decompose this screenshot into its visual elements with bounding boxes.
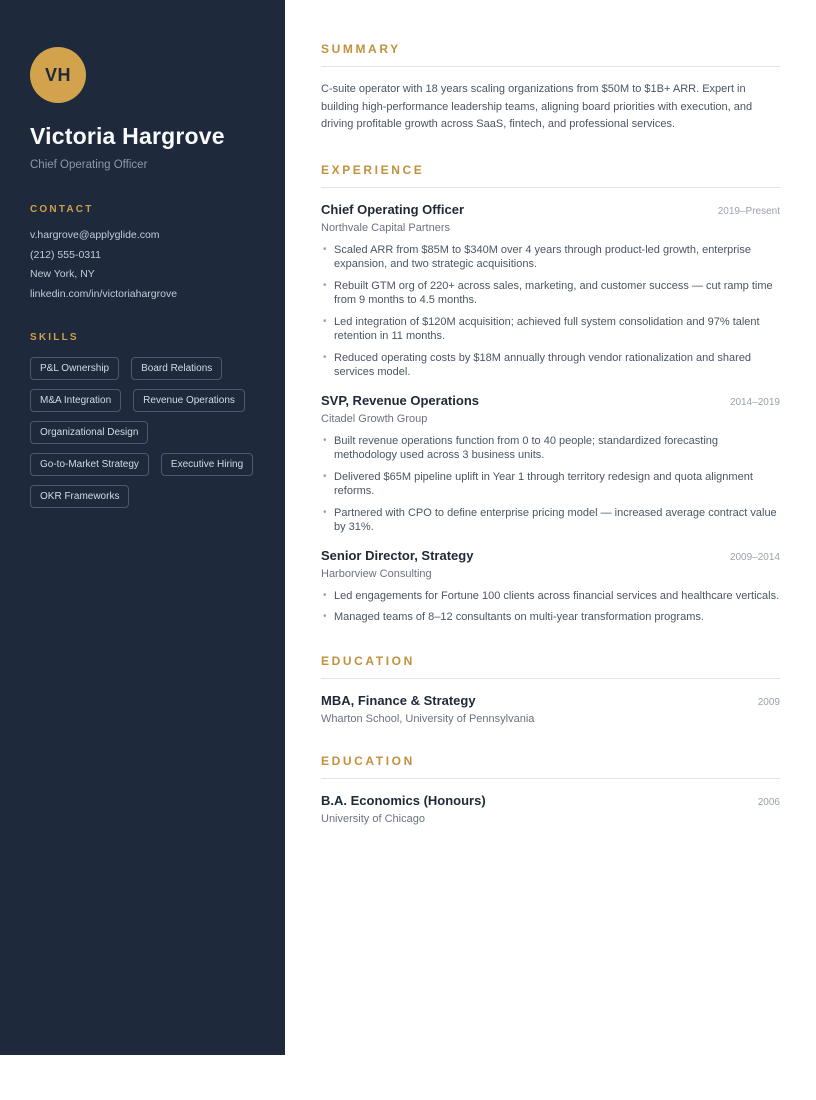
avatar-initials: VH [44, 64, 71, 85]
job-bullet [321, 279, 780, 308]
job-bullet [321, 434, 780, 463]
bullet-dot-icon: • [323, 611, 327, 622]
job-dates: 2014–2019 [729, 396, 780, 408]
bullet-dot-icon: • [323, 243, 327, 255]
education-heading: EDUCATION [321, 754, 780, 779]
job-entry [321, 202, 780, 380]
job-company: Citadel Growth Group [321, 412, 428, 425]
job-title: SVP, Revenue Operations [321, 392, 479, 408]
job-header [321, 202, 780, 217]
avatar [30, 47, 86, 103]
job-company: Harborview Consulting [321, 567, 432, 580]
skill-pill: M&A Integration [30, 389, 121, 412]
skill-pill: Organizational Design [30, 421, 148, 444]
main-content [285, 0, 816, 825]
job-bullet [321, 589, 780, 604]
contact-linkedin[interactable]: linkedin.com/in/victoriahargrove [30, 287, 178, 300]
bullet-text: Led engagements for Fortune 100 clients across financial services and healthcare verticals. [334, 589, 780, 602]
job-title: Chief Operating Officer [321, 201, 465, 217]
experience-section [321, 163, 780, 625]
bullet-dot-icon: • [323, 589, 327, 601]
education-year: 2006 [757, 796, 780, 808]
bullet-text: Managed teams of 8–12 consultants on multi-year transformation programs. [334, 611, 704, 623]
person-title: Chief Operating Officer [30, 159, 148, 171]
job-header [321, 393, 780, 408]
education-section-2 [321, 754, 780, 825]
education-section-1 [321, 654, 780, 725]
contact-email[interactable]: v.hargrove@applyglide.com [30, 229, 160, 241]
summary-section [321, 42, 780, 134]
job-company: Northvale Capital Partners [321, 221, 451, 234]
skills-list [30, 357, 260, 508]
skill-pill: P&L Ownership [30, 357, 119, 380]
education-school: University of Chicago [321, 812, 425, 825]
education-header [321, 693, 780, 708]
education-degree: MBA, Finance & Strategy [321, 692, 476, 708]
education-entry [321, 793, 780, 825]
skill-pill: OKR Frameworks [30, 485, 129, 508]
job-dates: 2019–Present [717, 205, 780, 217]
job-bullets [321, 243, 780, 380]
job-bullet [321, 506, 780, 535]
education-school: Wharton School, University of Pennsylvania [321, 712, 535, 725]
bullet-text: Partnered with CPO to define enterprise pricing model — increased average contract value by 31%. [334, 506, 777, 533]
bullet-text: Scaled ARR from $85M to $340M over 4 years through product-led growth, enterprise expansion, and two strategic acquisitions. [334, 243, 751, 270]
job-dates: 2009–2014 [729, 551, 780, 563]
skill-pill: Executive Hiring [161, 453, 253, 476]
bullet-dot-icon: • [323, 279, 327, 291]
bullet-text: Built revenue operations function from 0 to 40 people; standardized forecasting methodology used across 3 business units. [334, 434, 719, 461]
job-bullets [321, 434, 780, 535]
job-header [321, 548, 780, 563]
skill-pill: Revenue Operations [133, 389, 245, 412]
job-bullet [321, 610, 780, 625]
job-entry [321, 393, 780, 535]
education-heading: EDUCATION [321, 654, 780, 679]
bullet-dot-icon: • [323, 506, 327, 518]
bullet-text: Led integration of $120M acquisition; achieved full system consolidation and 97% talent retention in 11 months. [334, 315, 760, 342]
bullet-text: Delivered $65M pipeline uplift in Year 1 through territory redesign and quota alignment reforms. [334, 470, 753, 497]
job-bullet [321, 315, 780, 344]
job-title: Senior Director, Strategy [321, 547, 474, 563]
sidebar [0, 0, 285, 1055]
contact-heading: CONTACT [30, 204, 94, 215]
summary-text: C-suite operator with 18 years scaling organizations from $50M to $1B+ ARR. Expert in building high-performance leadership teams, aligning board priorities with execution, and driving profitable growth across SaaS, fintech, and professional services. [321, 83, 753, 130]
job-bullet [321, 243, 780, 272]
summary-heading: SUMMARY [321, 42, 780, 67]
job-bullets [321, 589, 780, 625]
bullet-dot-icon: • [323, 434, 327, 446]
skills-heading: SKILLS [30, 332, 79, 343]
contact-location: New York, NY [30, 268, 95, 280]
contact-phone: (212) 555-0311 [30, 248, 102, 261]
bullet-dot-icon: • [323, 470, 327, 482]
job-bullet [321, 351, 780, 380]
job-bullet [321, 470, 780, 499]
bullet-text: Rebuilt GTM org of 220+ across sales, marketing, and customer success — cut ramp time from 9 months to 4.5 months. [334, 279, 773, 306]
bullet-text: Reduced operating costs by $18M annually through vendor rationalization and shared services model. [334, 351, 752, 378]
education-degree: B.A. Economics (Honours) [321, 792, 486, 808]
education-year: 2009 [757, 696, 780, 708]
skill-pill: Go-to-Market Strategy [30, 453, 149, 476]
education-entry [321, 693, 780, 725]
contact-list [30, 230, 255, 299]
skill-pill: Board Relations [131, 357, 222, 380]
job-entry [321, 548, 780, 625]
education-header [321, 793, 780, 808]
person-name: Victoria Hargrove [30, 123, 225, 149]
bullet-dot-icon: • [323, 315, 327, 327]
experience-heading: EXPERIENCE [321, 163, 780, 188]
bullet-dot-icon: • [323, 351, 327, 363]
